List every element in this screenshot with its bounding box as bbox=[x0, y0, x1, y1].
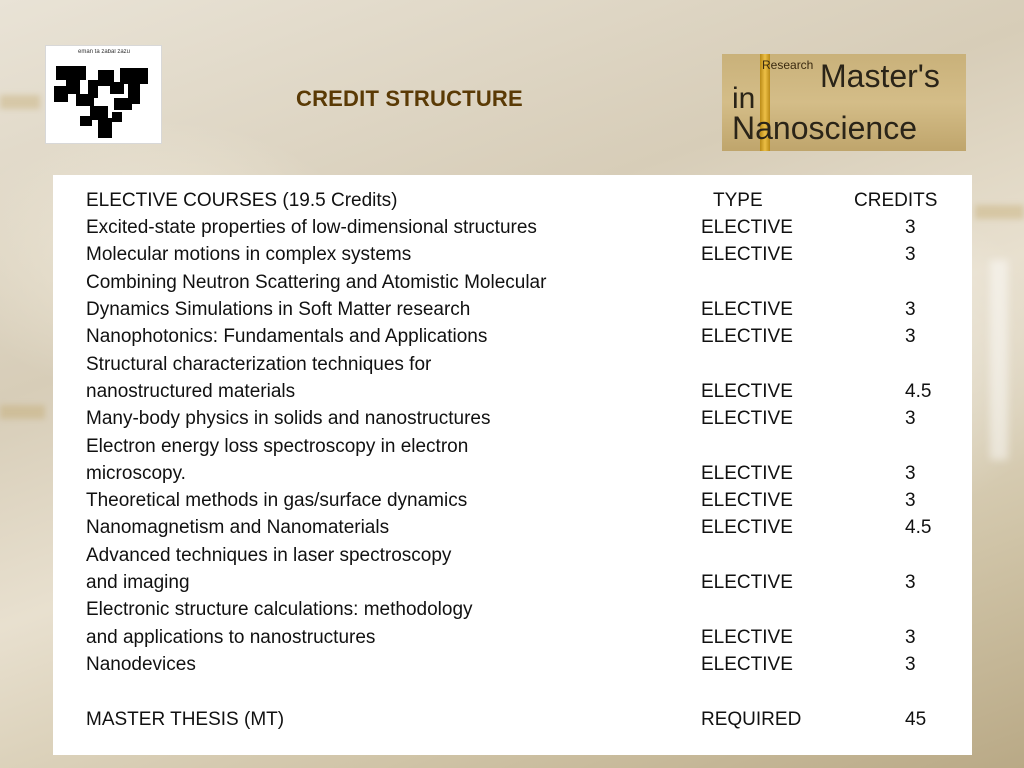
table-row bbox=[53, 214, 972, 241]
logo-caption: eman ta zabal zazu bbox=[77, 49, 131, 55]
header-credits: CREDITS bbox=[854, 190, 938, 211]
course-name: Electronic structure calculations: methodology bbox=[86, 599, 473, 620]
course-credits: 3 bbox=[905, 299, 916, 320]
table-row bbox=[53, 269, 972, 296]
university-emblem-icon bbox=[54, 60, 152, 140]
course-credits: 3 bbox=[905, 463, 916, 484]
table-row bbox=[53, 651, 972, 678]
course-type: ELECTIVE bbox=[701, 654, 793, 675]
course-credits: 4.5 bbox=[905, 517, 932, 538]
course-credits: 3 bbox=[905, 490, 916, 511]
thesis-credits: 45 bbox=[905, 709, 927, 730]
table-row bbox=[53, 323, 972, 350]
course-name: and applications to nanostructures bbox=[86, 627, 376, 648]
thesis-row bbox=[53, 706, 972, 733]
course-credits: 3 bbox=[905, 408, 916, 429]
course-type: ELECTIVE bbox=[701, 517, 793, 538]
course-type: ELECTIVE bbox=[701, 244, 793, 265]
background-streak bbox=[0, 405, 45, 419]
thesis-name: MASTER THESIS (MT) bbox=[86, 709, 285, 730]
course-type: ELECTIVE bbox=[701, 408, 793, 429]
slide-title: CREDIT STRUCTURE bbox=[296, 86, 523, 111]
course-name: nanostructured materials bbox=[86, 381, 296, 402]
table-row bbox=[53, 405, 972, 432]
table-header-row bbox=[53, 187, 972, 214]
course-type: ELECTIVE bbox=[701, 326, 793, 347]
header-type: TYPE bbox=[713, 190, 763, 211]
course-credits: 4.5 bbox=[905, 381, 932, 402]
course-name: Nanodevices bbox=[86, 654, 196, 675]
course-name: Electron energy loss spectroscopy in electron bbox=[86, 436, 469, 457]
table-row bbox=[53, 569, 972, 596]
course-credits: 3 bbox=[905, 572, 916, 593]
course-name: microscopy. bbox=[86, 463, 186, 484]
table-row bbox=[53, 378, 972, 405]
table-row bbox=[53, 433, 972, 460]
course-name: Dynamics Simulations in Soft Matter research bbox=[86, 299, 471, 320]
course-credits: 3 bbox=[905, 244, 916, 265]
course-type: ELECTIVE bbox=[701, 463, 793, 484]
masters-logo bbox=[722, 54, 966, 151]
course-name: Nanophotonics: Fundamentals and Applications bbox=[86, 326, 488, 347]
course-credits: 3 bbox=[905, 217, 916, 238]
course-type: ELECTIVE bbox=[701, 381, 793, 402]
background-streak bbox=[0, 95, 40, 109]
course-name: Many-body physics in solids and nanostructures bbox=[86, 408, 491, 429]
thesis-type: REQUIRED bbox=[701, 709, 802, 730]
table-row bbox=[53, 296, 972, 323]
course-type: ELECTIVE bbox=[701, 627, 793, 648]
course-credits: 3 bbox=[905, 654, 916, 675]
table-row bbox=[53, 542, 972, 569]
table-row bbox=[53, 460, 972, 487]
table-row bbox=[53, 351, 972, 378]
course-credits: 3 bbox=[905, 326, 916, 347]
course-name: Advanced techniques in laser spectroscopy bbox=[86, 545, 452, 566]
background-streak bbox=[990, 260, 1008, 460]
table-row bbox=[53, 241, 972, 268]
logo-in-text: in bbox=[732, 82, 756, 115]
course-credits: 3 bbox=[905, 627, 916, 648]
course-name: Excited-state properties of low-dimensional structures bbox=[86, 217, 537, 238]
university-logo bbox=[45, 45, 162, 144]
background-streak bbox=[975, 205, 1024, 219]
credit-table-panel bbox=[53, 175, 972, 755]
course-type: ELECTIVE bbox=[701, 572, 793, 593]
table-row bbox=[53, 624, 972, 651]
table-row bbox=[53, 514, 972, 541]
course-type: ELECTIVE bbox=[701, 299, 793, 320]
table-row bbox=[53, 596, 972, 623]
header-name: ELECTIVE COURSES (19.5 Credits) bbox=[86, 190, 398, 211]
logo-masters-text: Master's bbox=[820, 58, 940, 94]
course-name: Combining Neutron Scattering and Atomistic Molecular bbox=[86, 272, 547, 293]
course-name: Structural characterization techniques for bbox=[86, 354, 432, 375]
course-name: Molecular motions in complex systems bbox=[86, 244, 412, 265]
course-type: ELECTIVE bbox=[701, 490, 793, 511]
course-name: and imaging bbox=[86, 572, 190, 593]
course-name: Nanomagnetism and Nanomaterials bbox=[86, 517, 390, 538]
course-name: Theoretical methods in gas/surface dynamics bbox=[86, 490, 468, 511]
table-row bbox=[53, 487, 972, 514]
logo-nanoscience-text: Nanoscience bbox=[732, 110, 917, 146]
course-type: ELECTIVE bbox=[701, 217, 793, 238]
logo-research-text: Research bbox=[762, 58, 814, 72]
